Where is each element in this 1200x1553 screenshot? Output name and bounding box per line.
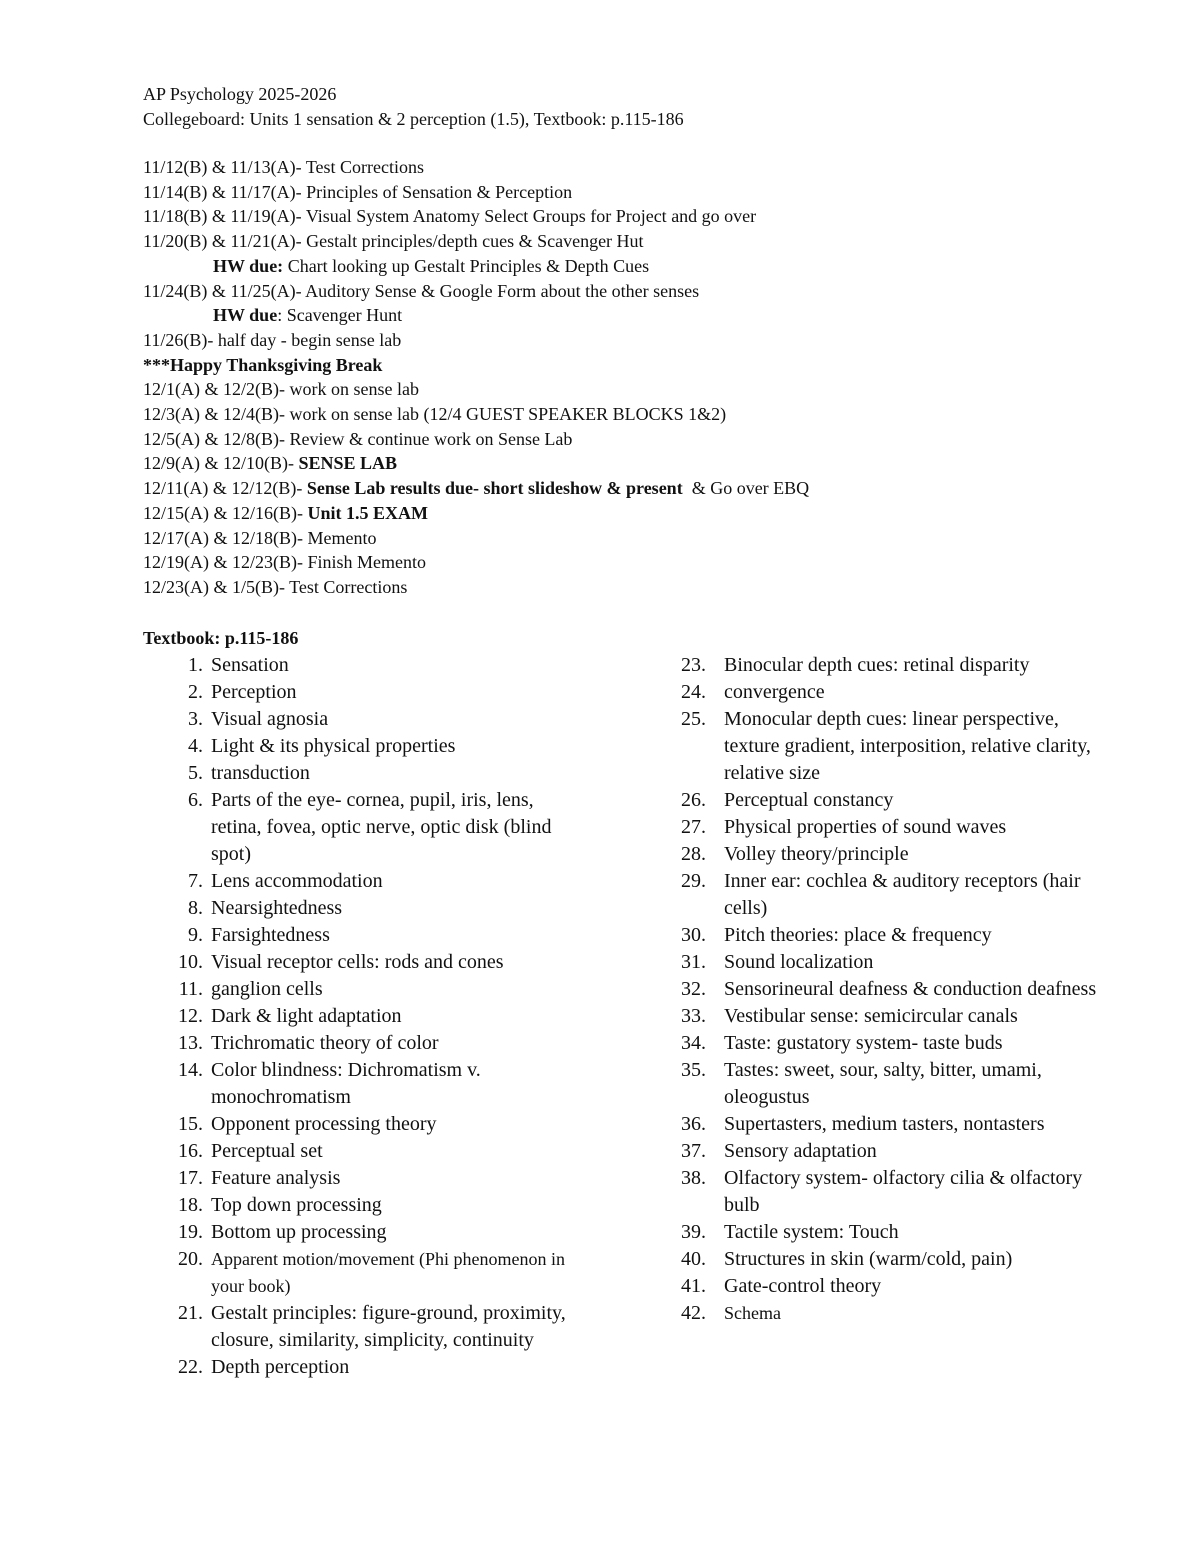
course-subtitle: Collegeboard: Units 1 sensation & 2 perception (1.5), Textbook: p.115-186: [143, 108, 684, 129]
topic-number: 40.: [681, 1247, 706, 1270]
topic-text: Sensory adaptation: [724, 1139, 877, 1162]
topic-number: 22.: [178, 1355, 203, 1378]
topic-text: Top down processing: [211, 1193, 382, 1216]
topic-number: 20.: [178, 1247, 203, 1270]
topic-item: [681, 949, 1101, 976]
topic-text: Supertasters, medium tasters, nontasters: [724, 1112, 1045, 1135]
topic-item: [175, 787, 575, 868]
topic-number: 42.: [681, 1301, 706, 1324]
topic-item: [681, 679, 1101, 706]
topic-number: 18.: [178, 1193, 203, 1216]
topic-item: [175, 1219, 575, 1246]
schedule-date: 12/11(A) & 12/12(B)-: [143, 478, 307, 499]
topic-text: Apparent motion/movement (Phi phenomenon in your book): [211, 1248, 565, 1296]
homework-text: : Scavenger Hunt: [277, 305, 403, 326]
homework-label: HW due: [213, 305, 278, 326]
topic-number: 16.: [178, 1139, 203, 1162]
topic-number: 41.: [681, 1274, 706, 1297]
topic-item: [175, 868, 575, 895]
topic-text: Sensation: [211, 653, 289, 676]
schedule-highlight: Unit 1.5 EXAM: [307, 502, 428, 523]
topic-item: [175, 1300, 575, 1354]
topic-item: [681, 1165, 1101, 1219]
topic-item: [175, 1003, 575, 1030]
topic-item: [681, 976, 1101, 1003]
homework-text: Chart looking up Gestalt Principles & Depth Cues: [283, 255, 650, 276]
topic-item: [175, 706, 575, 733]
topic-item: [175, 760, 575, 787]
topic-list-left: [175, 652, 575, 1381]
homework-line: [143, 303, 1123, 328]
schedule-line: 11/14(B) & 11/17(A)- Principles of Sensation & Perception: [143, 181, 573, 202]
topic-number: 33.: [681, 1004, 706, 1027]
topic-number: 23.: [681, 653, 706, 676]
topic-item: [175, 895, 575, 922]
topic-text: Trichromatic theory of color: [211, 1031, 439, 1054]
topic-item: [175, 1030, 575, 1057]
topic-item: [175, 976, 575, 1003]
topic-item: [175, 1246, 575, 1300]
topic-number: 29.: [681, 869, 706, 892]
document-page: [143, 82, 1123, 1378]
topic-number: 27.: [681, 815, 706, 838]
schedule-line: 11/18(B) & 11/19(A)- Visual System Anatomy Select Groups for Project and go over: [143, 206, 757, 227]
topic-item: [681, 1300, 1101, 1327]
topic-number: 24.: [681, 680, 706, 703]
topic-item: [681, 814, 1101, 841]
topic-item: [681, 922, 1101, 949]
topic-number: 31.: [681, 950, 706, 973]
course-title: AP Psychology 2025-2026: [143, 84, 337, 104]
topic-text: Parts of the eye- cornea, pupil, iris, lens, retina, fovea, optic nerve, optic disk (blind spot): [211, 788, 552, 865]
topic-text: Tactile system: Touch: [724, 1220, 899, 1243]
topic-text: Feature analysis: [211, 1166, 341, 1189]
schedule-line: [143, 476, 1123, 501]
schedule-line: 11/24(B) & 11/25(A)- Auditory Sense & Google Form about the other senses: [143, 280, 700, 301]
topic-number: 28.: [681, 842, 706, 865]
schedule-line: 11/12(B) & 11/13(A)- Test Corrections: [143, 157, 425, 177]
topic-text: transduction: [211, 761, 310, 784]
topic-item: [175, 1138, 575, 1165]
topic-number: 1.: [188, 653, 203, 676]
schedule-date: 12/9(A) & 12/10(B)-: [143, 453, 299, 474]
topic-number: 21.: [178, 1301, 203, 1324]
topic-text: Opponent processing theory: [211, 1112, 437, 1135]
topic-item: [175, 1165, 575, 1192]
topic-number: 7.: [188, 869, 203, 892]
topic-text: Bottom up processing: [211, 1220, 387, 1243]
topic-text: Taste: gustatory system- taste buds: [724, 1031, 1003, 1054]
topic-text: Sensorineural deafness & conduction deafness: [724, 977, 1097, 1000]
topic-item: [681, 1273, 1101, 1300]
schedule-line: 11/26(B)- half day - begin sense lab: [143, 329, 402, 350]
topic-item: [681, 1246, 1101, 1273]
homework-line: [143, 254, 1123, 279]
schedule-line: 12/19(A) & 12/23(B)- Finish Memento: [143, 552, 426, 573]
topic-number: 34.: [681, 1031, 706, 1054]
topic-number: 5.: [188, 761, 203, 784]
topic-text: Depth perception: [211, 1355, 350, 1378]
topic-item: [175, 733, 575, 760]
topic-item: [175, 1111, 575, 1138]
topic-item: [681, 787, 1101, 814]
topic-list-right: [681, 652, 1101, 1327]
topic-text: Visual agnosia: [211, 707, 329, 730]
topic-number: 4.: [188, 734, 203, 757]
topic-number: 19.: [178, 1220, 203, 1243]
schedule-line: [143, 451, 1123, 476]
topic-text: Gate-control theory: [724, 1274, 882, 1297]
topic-item: [681, 652, 1101, 679]
topic-number: 30.: [681, 923, 706, 946]
topic-text: convergence: [724, 680, 825, 703]
topic-item: [175, 922, 575, 949]
homework-label: HW due:: [213, 255, 284, 276]
schedule-line: 12/23(A) & 1/5(B)- Test Corrections: [143, 576, 408, 597]
document-header: [143, 82, 1123, 131]
schedule-line: 12/17(A) & 12/18(B)- Memento: [143, 527, 377, 548]
topic-number: 25.: [681, 707, 706, 730]
topic-item: [681, 1219, 1101, 1246]
topic-text: Physical properties of sound waves: [724, 815, 1007, 838]
topic-text: Volley theory/principle: [724, 842, 909, 865]
topic-text: Perception: [211, 680, 297, 703]
topic-text: Farsightedness: [211, 923, 330, 946]
textbook-heading: Textbook: p.115-186: [143, 627, 299, 648]
topic-number: 9.: [188, 923, 203, 946]
topic-text: Perceptual set: [211, 1139, 323, 1162]
topic-number: 8.: [188, 896, 203, 919]
topic-item: [681, 1003, 1101, 1030]
topic-text: ganglion cells: [211, 977, 323, 1000]
topic-text: Perceptual constancy: [724, 788, 894, 811]
topic-text: Structures in skin (warm/cold, pain): [724, 1247, 1013, 1270]
topic-number: 2.: [188, 680, 203, 703]
topic-text: Inner ear: cochlea & auditory receptors (hair cells): [724, 869, 1081, 919]
topic-text: Pitch theories: place & frequency: [724, 923, 992, 946]
topic-item: [681, 1111, 1101, 1138]
topic-item: [681, 1030, 1101, 1057]
break-line: ***Happy Thanksgiving Break: [143, 354, 383, 375]
topic-number: 26.: [681, 788, 706, 811]
schedule-date: 12/15(A) & 12/16(B)-: [143, 502, 308, 523]
schedule-line: 12/5(A) & 12/8(B)- Review & continue work on Sense Lab: [143, 428, 573, 449]
topic-number: 14.: [178, 1058, 203, 1081]
topic-number: 38.: [681, 1166, 706, 1189]
topic-item: [175, 1057, 575, 1111]
topic-item: [175, 652, 575, 679]
topic-text: Color blindness: Dichromatism v. monochromatism: [211, 1058, 481, 1108]
schedule-line: 11/20(B) & 11/21(A)- Gestalt principles/depth cues & Scavenger Hut: [143, 231, 644, 252]
topic-item: [681, 868, 1101, 922]
topic-number: 12.: [178, 1004, 203, 1027]
topic-number: 6.: [188, 788, 203, 811]
topic-item: [681, 1138, 1101, 1165]
topic-number: 15.: [178, 1112, 203, 1135]
topic-number: 35.: [681, 1058, 706, 1081]
topic-number: 3.: [188, 707, 203, 730]
topic-item: [681, 1057, 1101, 1111]
topic-text: Vestibular sense: semicircular canals: [724, 1004, 1018, 1027]
topic-text: Olfactory system- olfactory cilia & olfactory bulb: [724, 1166, 1083, 1216]
schedule-text: & Go over EBQ: [682, 478, 810, 499]
topic-number: 32.: [681, 977, 706, 1000]
schedule-highlight: SENSE LAB: [298, 453, 398, 474]
schedule-highlight: Sense Lab results due- short slideshow & present: [306, 478, 683, 499]
schedule: [143, 155, 1123, 600]
topic-text: Sound localization: [724, 950, 874, 973]
topic-text: Dark & light adaptation: [211, 1004, 402, 1027]
schedule-line: 12/1(A) & 12/2(B)- work on sense lab: [143, 379, 419, 400]
topic-number: 10.: [178, 950, 203, 973]
topic-text: Nearsightedness: [211, 896, 343, 919]
topic-text: Tastes: sweet, sour, salty, bitter, umami, oleogustus: [724, 1058, 1042, 1108]
topic-number: 11.: [178, 977, 203, 1000]
topic-text: Light & its physical properties: [211, 734, 456, 757]
topic-number: 39.: [681, 1220, 706, 1243]
topic-text: Binocular depth cues: retinal disparity: [724, 653, 1030, 676]
topic-item: [175, 679, 575, 706]
topic-item: [175, 1354, 575, 1381]
schedule-line: [143, 501, 1123, 526]
topic-text: Schema: [724, 1302, 781, 1323]
schedule-line: 12/3(A) & 12/4(B)- work on sense lab (12/4 GUEST SPEAKER BLOCKS 1&2): [143, 404, 727, 425]
topic-item: [175, 949, 575, 976]
topic-number: 13.: [178, 1031, 203, 1054]
topic-number: 37.: [681, 1139, 706, 1162]
topic-item: [175, 1192, 575, 1219]
topic-number: 17.: [178, 1166, 203, 1189]
topic-item: [681, 706, 1101, 787]
topic-text: Lens accommodation: [211, 869, 383, 892]
topic-text: Gestalt principles: figure-ground, proximity, closure, similarity, simplicity, continuity: [211, 1301, 566, 1351]
topic-item: [681, 841, 1101, 868]
topic-text: Monocular depth cues: linear perspective, texture gradient, interposition, relative clarity, relative size: [724, 707, 1091, 784]
topic-number: 36.: [681, 1112, 706, 1135]
topic-text: Visual receptor cells: rods and cones: [211, 950, 504, 973]
